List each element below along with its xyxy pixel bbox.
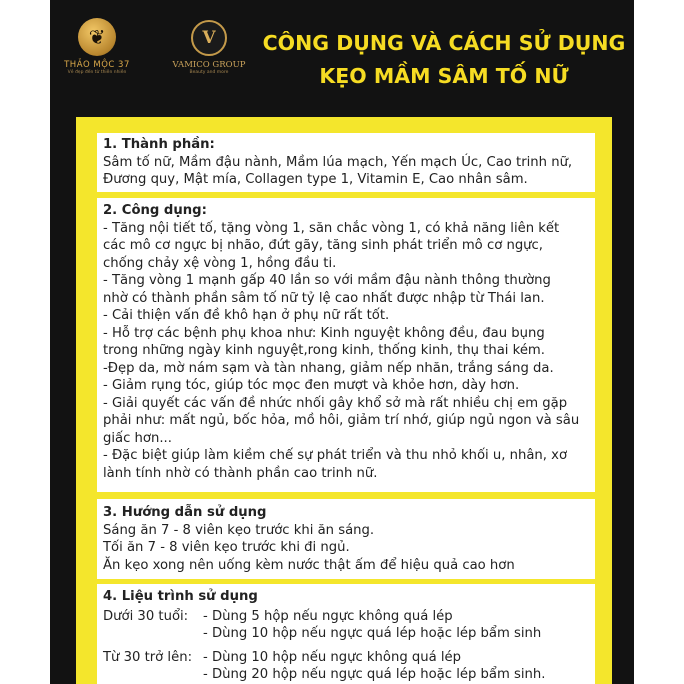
regimen-group: [103, 608, 595, 626]
section-regimen: [97, 584, 595, 684]
text-line: - Giảm rụng tóc, giúp tóc mọc đen mượt và khỏe hơn, dày hơn.: [103, 378, 520, 393]
section-heading: 3. Hướng dẫn sử dụng: [103, 505, 267, 520]
section-heading: 1. Thành phần:: [103, 137, 215, 152]
regimen-dose: - Dùng 10 hộp nếu ngực quá lép hoặc lép bẩm sinh: [203, 626, 542, 641]
regimen-dose: - Dùng 5 hộp nếu ngực không quá lép: [203, 608, 453, 624]
text-line: - Cải thiện vấn đề khô hạn ở phụ nữ rất tốt.: [103, 308, 390, 323]
text-line: -Đẹp da, mờ nám sạm và tàn nhang, giảm nếp nhăn, trắng sáng da.: [103, 360, 554, 376]
text-line: - Giải quyết các vấn đề nhức nhối gây khổ sở mà rất nhiều chị em gặp: [103, 395, 568, 411]
logo-right-tagline: Beauty and more: [189, 70, 229, 75]
text-line: Tối ăn 7 - 8 viên kẹo trước khi đi ngủ.: [103, 540, 350, 555]
section-heading: 2. Công dụng:: [103, 203, 207, 218]
v-monogram-icon: V: [191, 20, 227, 56]
section-heading: 4. Liệu trình sử dụng: [103, 589, 258, 604]
thao-moc-37-logo: [60, 18, 134, 75]
section-benefits: [97, 198, 595, 492]
text-line: - Tăng vòng 1 mạnh gấp 40 lần so với mầm đậu nành thông thường: [103, 273, 551, 288]
text-line: chống chảy xệ vòng 1, hồng đầu ti.: [103, 255, 337, 271]
section-usage: [97, 499, 595, 579]
logo-left-tagline: Vẻ đẹp đến từ thiên nhiên: [67, 70, 127, 75]
section-ingredients: [97, 133, 595, 192]
leaf-icon: ❦: [78, 18, 116, 56]
text-line: trong những ngày kinh nguyệt,rong kinh, thống kinh, thụ thai kém.: [103, 343, 545, 358]
text-line: Đương quy, Mật mía, Collagen type 1, Vitamin E, Cao nhân sâm.: [103, 172, 528, 187]
page-title-line1: CÔNG DỤNG VÀ CÁCH SỬ DỤNG: [262, 31, 626, 55]
text-line: Sáng ăn 7 - 8 viên kẹo trước khi ăn sáng.: [103, 522, 375, 538]
text-line: - Tăng nội tiết tố, tặng vòng 1, săn chắc vòng 1, có khả năng liên kết: [103, 220, 560, 236]
text-line: Sâm tố nữ, Mầm đậu nành, Mầm lúa mạch, Yến mạch Úc, Cao trinh nữ,: [103, 154, 573, 170]
text-line: phải như: mất ngủ, bốc hỏa, mồ hôi, giảm trí nhớ, giúp ngủ ngon và sâu: [103, 413, 580, 428]
regimen-age-label: Từ 30 trở lên:: [103, 649, 193, 665]
logo-right-name: VAMICO GROUP: [172, 60, 246, 70]
logo-left-name: THẢO MỘC 37: [64, 60, 130, 70]
text-line: nhờ có thành phần sâm tố nữ tỷ lệ cao nhất được nhập từ Thái lan.: [103, 290, 545, 306]
vamico-group-logo: [166, 20, 252, 75]
text-line: - Hỗ trợ các bệnh phụ khoa như: Kinh nguyệt không đều, đau bụng: [103, 325, 545, 341]
regimen-group: [103, 649, 595, 667]
regimen-age-label: Dưới 30 tuổi:: [103, 608, 189, 624]
text-line: Ăn kẹo xong nên uống kèm nước thật ấm để hiệu quả cao hơn: [103, 557, 515, 573]
text-line: - Đặc biệt giúp làm kiềm chế sự phát triển và thu nhỏ khối u, nhân, xơ: [103, 448, 568, 463]
text-line: giấc hơn...: [103, 430, 172, 446]
page-title-line2: KẸO MẦM SÂM TỐ NỮ: [319, 64, 569, 88]
regimen-dose: - Dùng 20 hộp nếu ngực quá lép hoặc lép bẩm sinh.: [203, 667, 546, 682]
regimen-dose: - Dùng 10 hộp nếu ngực không quá lép: [203, 649, 462, 665]
text-line: lành tính nhờ có thành phần cao trinh nữ.: [103, 465, 378, 481]
text-line: các mô cơ ngực bị nhão, đứt gãy, tăng sinh phát triển mô cơ ngực,: [103, 238, 543, 253]
